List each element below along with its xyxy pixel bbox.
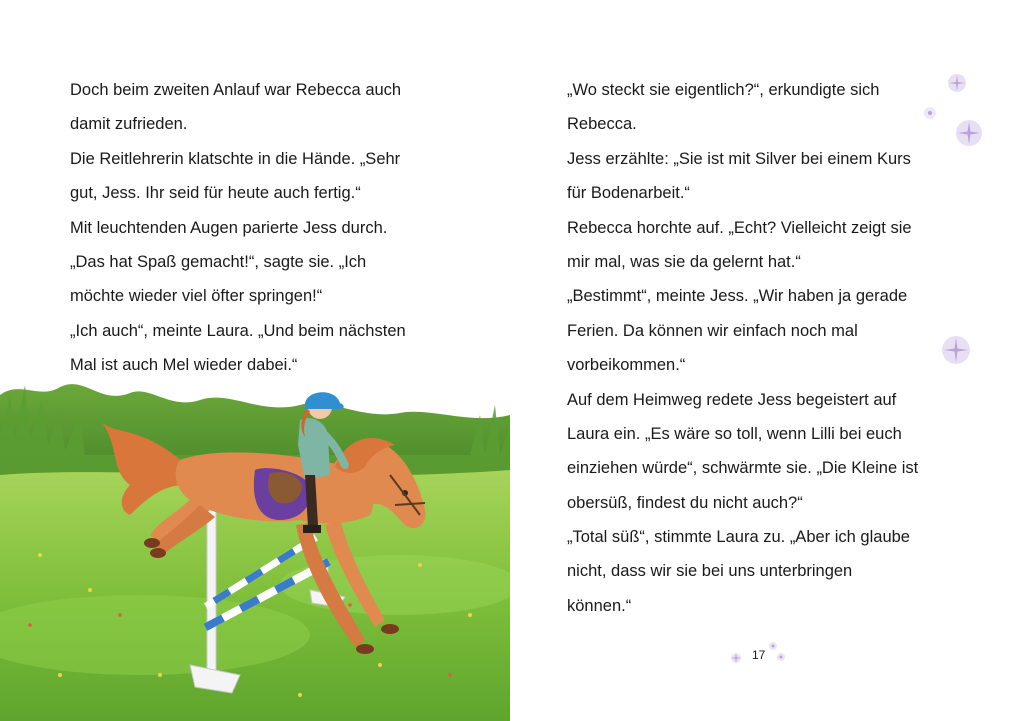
page-number: 17 (752, 648, 766, 662)
text-line: vorbeikommen.“ (567, 356, 686, 375)
sparkle-icon (768, 641, 778, 651)
text-line: mir mal, was sie da gelernt hat.“ (567, 252, 801, 271)
right-page-text (567, 73, 918, 623)
text-line: können.“ (567, 596, 632, 615)
text-line: „Total süß“, stimmte Laura zu. „Aber ich glaube (567, 528, 910, 547)
text-line: gut, Jess. Ihr seid für heute auch fertig.“ (70, 184, 361, 203)
text-line: obersüß, findest du nicht auch?“ (567, 493, 803, 512)
text-line: Rebecca. (567, 115, 637, 134)
left-page-text (70, 73, 406, 383)
text-line: möchte wieder viel öfter springen!“ (70, 287, 323, 306)
right-page (510, 0, 1020, 721)
sparkle-icon (923, 106, 937, 120)
sparkle-icon (940, 334, 972, 366)
sparkle-icon (730, 652, 742, 664)
text-line: Jess erzählte: „Sie ist mit Silver bei einem Kurs (567, 149, 911, 168)
text-line: Ferien. Da können wir einfach noch mal (567, 321, 858, 340)
sparkle-icon (946, 72, 968, 94)
text-line: damit zufrieden. (70, 115, 188, 134)
text-line: Mit leuchtenden Augen parierte Jess durch. (70, 218, 388, 237)
sparkle-icon (776, 652, 786, 662)
text-line: „Bestimmt“, meinte Jess. „Wir haben ja gerade (567, 287, 908, 306)
horse-jump-illustration (0, 375, 510, 721)
sparkle-icon (954, 118, 984, 148)
text-line: einziehen würde“, schwärmte sie. „Die Kleine ist (567, 459, 919, 478)
text-line: „Das hat Spaß gemacht!“, sagte sie. „Ich (70, 252, 367, 271)
text-line: „Wo steckt sie eigentlich?“, erkundigte sich (567, 81, 880, 99)
text-line: „Ich auch“, meinte Laura. „Und beim nächsten (70, 321, 406, 340)
text-line: Mal ist auch Mel wieder dabei.“ (70, 356, 298, 375)
text-line: Laura ein. „Es wäre so toll, wenn Lilli bei euch (567, 424, 902, 443)
text-line: Doch beim zweiten Anlauf war Rebecca auch (70, 81, 402, 99)
text-line: Rebecca horchte auf. „Echt? Vielleicht zeigt sie (567, 218, 912, 237)
text-line: für Bodenarbeit.“ (567, 184, 690, 203)
text-line: Auf dem Heimweg redete Jess begeistert auf (567, 390, 897, 409)
text-line: nicht, dass wir sie bei uns unterbringen (567, 562, 853, 581)
text-line: Die Reitlehrerin klatschte in die Hände. „Sehr (70, 149, 401, 168)
